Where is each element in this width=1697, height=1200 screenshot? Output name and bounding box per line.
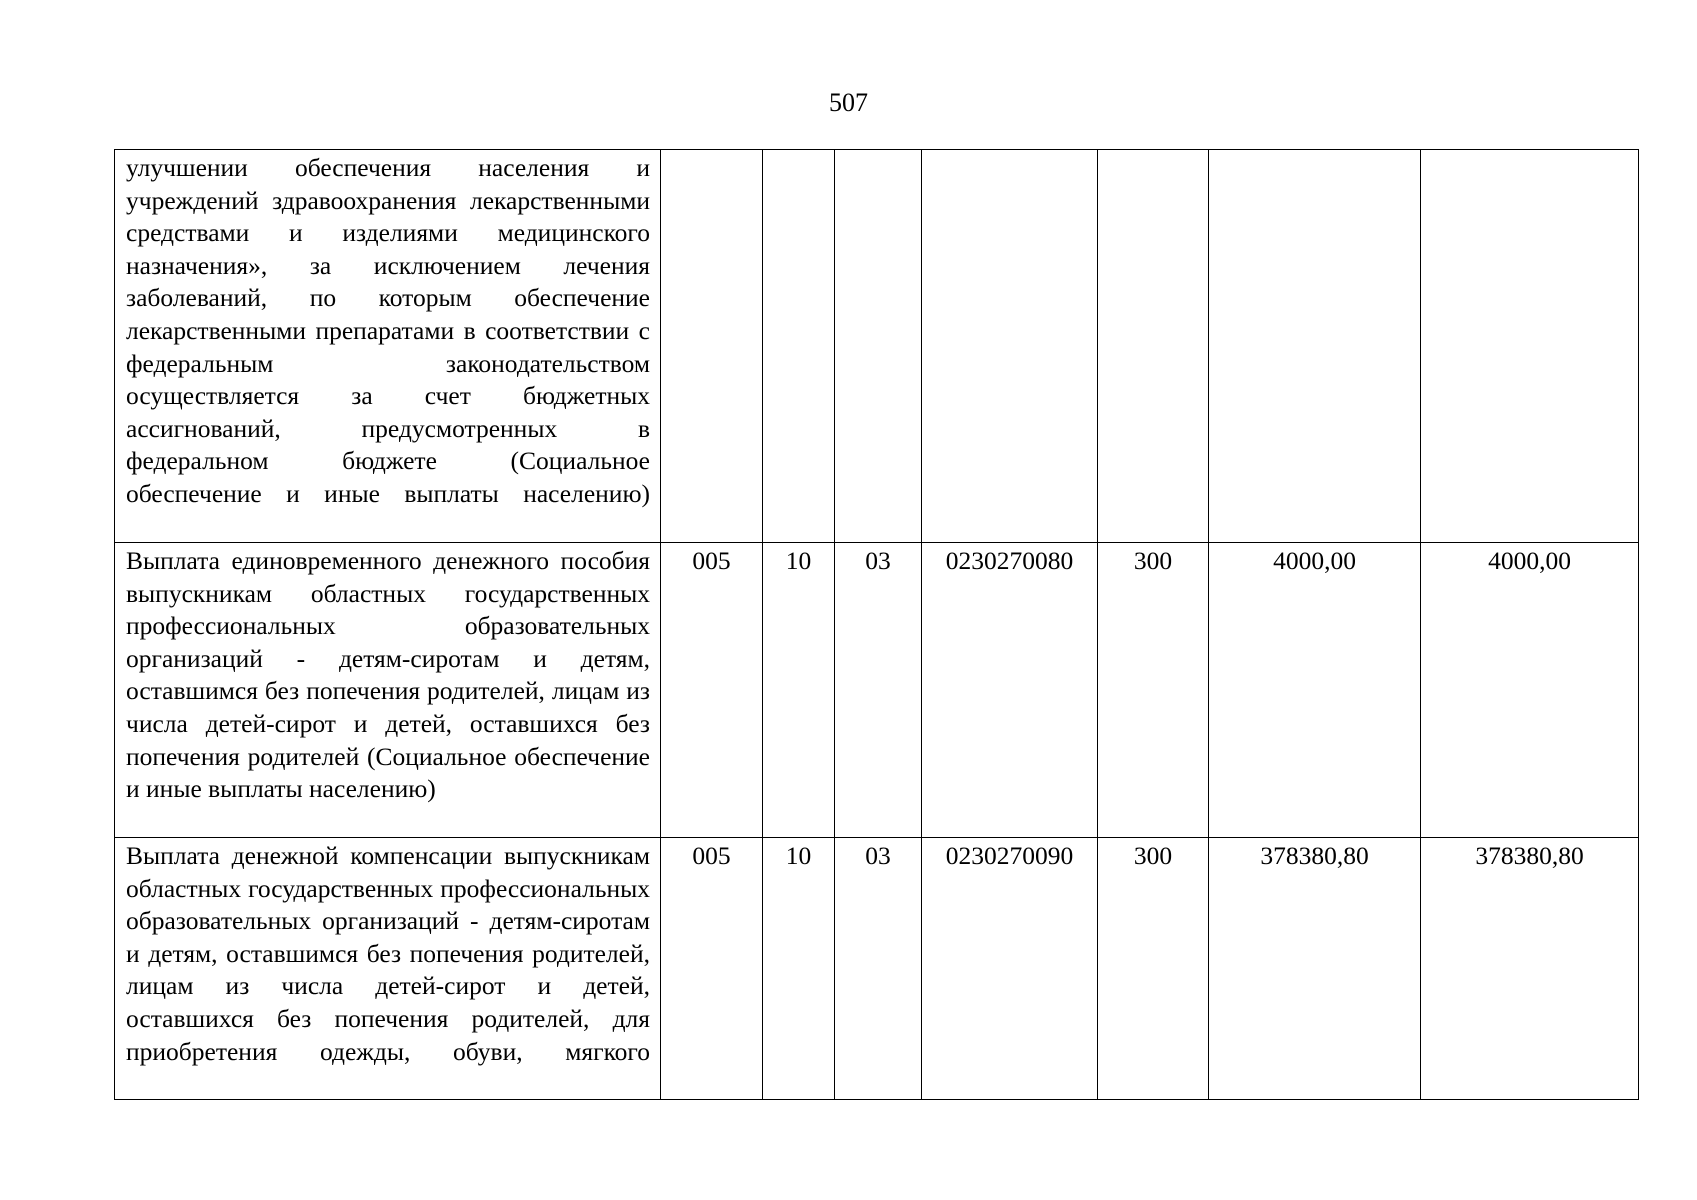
row-description: улучшении обеспечения населения и учреждений здравоохранения лекарственными средствами и изделиями медицинского назначения», за исключением лечения заболеваний, по которым обеспечение лекарственными препаратами в соответствии с федеральным законодательством осуществляется за счет бюджетных ассигнований, предусмотренных в федеральном бюджете (Социальное обеспечение и иные выплаты населению) [115, 150, 661, 543]
amount-1: 378380,80 [1209, 838, 1421, 1100]
row-description: Выплата единовременного денежного пособия выпускникам областных государственных профессиональных образовательных организаций - детям-сиротам и детям, оставшимся без попечения родителей, лицам из числа детей-сирот и детей, оставшихся без попечения родителей (Социальное обеспечение и иные выплаты населению) [115, 543, 661, 838]
amount-2 [1421, 150, 1639, 543]
target-article-code: 0230270080 [922, 543, 1098, 838]
amount-2: 378380,80 [1421, 838, 1639, 1100]
section-code [763, 150, 835, 543]
ministry-code: 005 [661, 838, 763, 1100]
section-code: 10 [763, 838, 835, 1100]
ministry-code: 005 [661, 543, 763, 838]
subsection-code: 03 [835, 543, 922, 838]
expense-type-code: 300 [1098, 838, 1209, 1100]
expense-type-code [1098, 150, 1209, 543]
page-number: 507 [829, 88, 868, 117]
row-description: Выплата денежной компенсации выпускникам областных государственных профессиональных образовательных организаций - детям-сиротам и детям, оставшимся без попечения родителей, лицам из числа детей-сирот и детей, оставшихся без попечения родителей, для приобретения одежды, обуви, мягкого [115, 838, 661, 1100]
expense-type-code: 300 [1098, 543, 1209, 838]
amount-1 [1209, 150, 1421, 543]
section-code: 10 [763, 543, 835, 838]
amount-2: 4000,00 [1421, 543, 1639, 838]
target-article-code: 0230270090 [922, 838, 1098, 1100]
subsection-code [835, 150, 922, 543]
ministry-code [661, 150, 763, 543]
amount-1: 4000,00 [1209, 543, 1421, 838]
budget-table [114, 149, 1639, 1100]
table-row [115, 838, 1639, 1100]
subsection-code: 03 [835, 838, 922, 1100]
target-article-code [922, 150, 1098, 543]
table-row [115, 543, 1639, 838]
table-row [115, 150, 1639, 543]
